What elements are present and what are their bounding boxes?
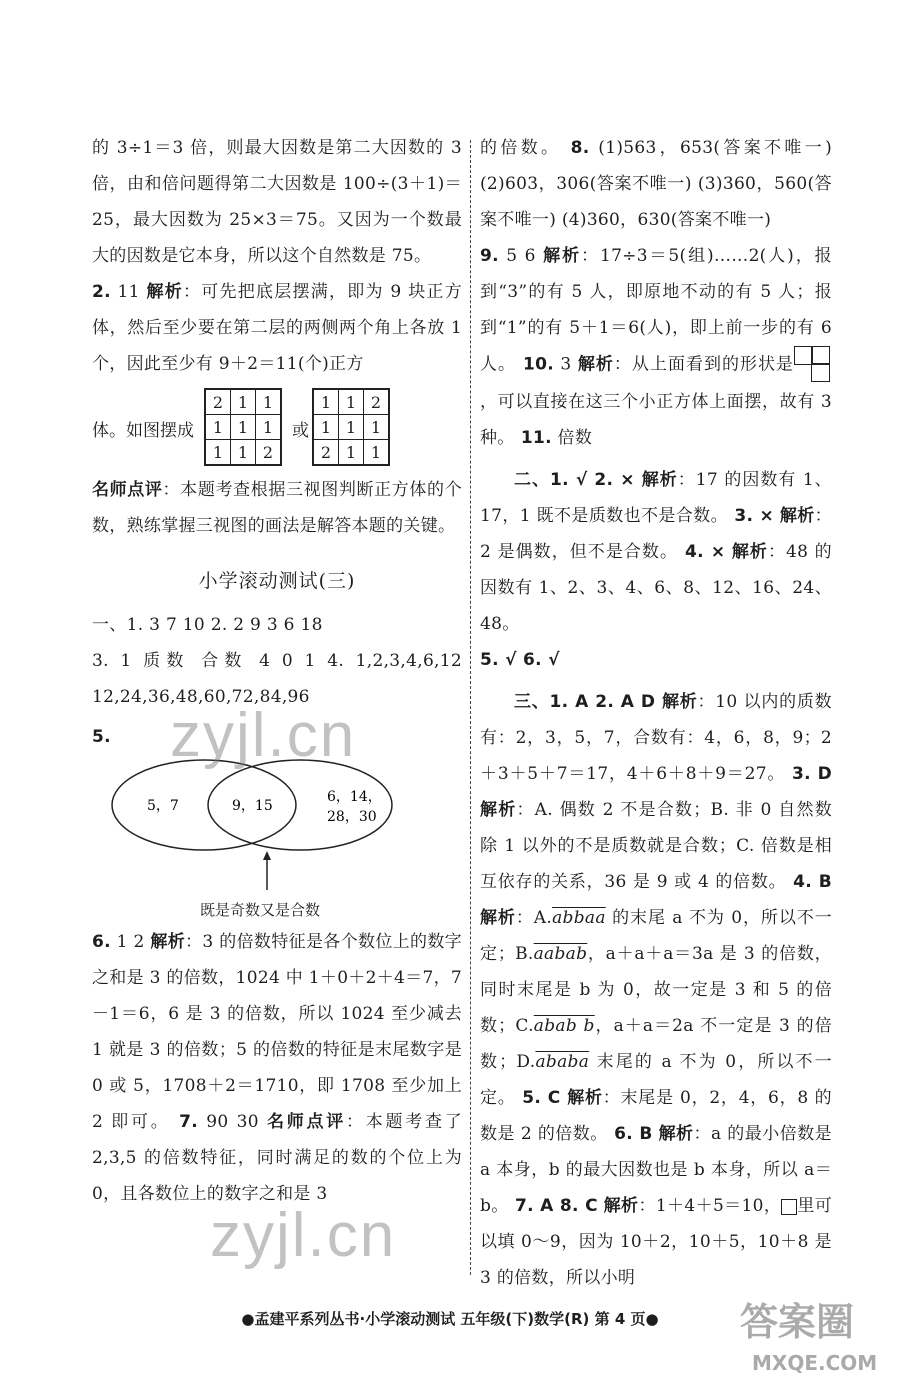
venn-arrow-head (263, 851, 271, 860)
grid-cell: 1 (205, 440, 231, 466)
left-paragraph-2 (92, 274, 462, 382)
analysis-text: ，a＋a＋a＝3a 是 3 的倍数，同时末尾是 b 为 0，故一定是 3 和 5 的倍数；C. (480, 944, 832, 1036)
section-3 (480, 684, 832, 1296)
watermark-bottom: zyjl.cn (210, 1201, 397, 1270)
section-2-answers: 二、1. √ 2. × (514, 470, 642, 490)
grid-cell: 2 (313, 440, 339, 466)
analysis-text: ：从上面看到的形状是 (613, 354, 794, 375)
analysis-text: 末尾的 a 不为 0，所以不一定。 (480, 1052, 832, 1108)
question-9-10 (480, 238, 832, 456)
section-1-answers: 一、1. 3 7 10 2. 2 9 3 6 18 (92, 615, 323, 635)
continuation-text: 的倍数。 (480, 138, 562, 158)
grid-cell: 1 (256, 389, 282, 415)
column-divider (470, 140, 471, 1275)
analysis-text: ：17÷3＝5(组)……2(人)，报到“3”的有 5 人，即原地不动的有 5 人；报到“1”的有 5＋1＝6(人)，即上前一步的有 6 人。 (480, 246, 832, 375)
grid-cell: 1 (231, 440, 256, 466)
grid-cell: 2 (256, 440, 282, 466)
left-column (92, 130, 462, 1212)
grid-cell: 2 (364, 389, 390, 415)
grid-table-1 (204, 388, 282, 466)
grid-row (205, 415, 281, 440)
analysis-label: 解析 (577, 354, 614, 375)
analysis-text: ：A. 偶数 2 不是合数；B. 非 0 自然数除 1 以外的不是质数就是合数；C. 倍数是相互依存的关系，36 是 9 或 4 的倍数。 (480, 800, 832, 892)
section-2-q5-6: 5. √ 6. √ (480, 650, 560, 670)
grid-row (313, 440, 389, 466)
comment-text: ：本题考查了 2,3,5 的倍数特征，同时满足的数的个位上为 0，且各数位上的数字之和是 3 (92, 1112, 462, 1204)
overlined-number: abbaa (552, 908, 606, 928)
answer: 3 (553, 354, 578, 375)
grid-cell: 1 (339, 389, 364, 415)
venn-left-values: 5，7 (147, 798, 179, 814)
analysis-text: 里可以填 0～9，因为 10＋2，10＋5，10＋8 是 3 的倍数，所以小明 (480, 1196, 832, 1288)
analysis-label: 解析 (567, 1088, 603, 1108)
overlined-number: ababa (535, 1052, 590, 1072)
watermark-top: zyjl.cn (170, 701, 357, 770)
question-number: 10. (516, 354, 554, 375)
grid-row (313, 415, 389, 440)
analysis-text: ，可以直接在这三个小正方体上面摆，故有 3 种。 (480, 392, 832, 448)
answer: (1)563，653(答案不唯一)(2)603，306(答案不唯一) (3)360，560(答案不唯一) (4)360，630(答案不唯一) (480, 138, 833, 230)
grid-row (313, 389, 389, 415)
answer: 11 (110, 282, 147, 302)
page-footer: ●孟建平系列丛书·小学滚动测试 五年级(下)数学(R) 第 4 页● (241, 1310, 659, 1328)
grid-cell: 2 (205, 389, 231, 415)
analysis-label: 解析 (543, 246, 582, 266)
grid-cell: 1 (313, 389, 339, 415)
answer-circle-logo (730, 1290, 890, 1385)
question-number: 3. D (785, 764, 832, 784)
analysis-label: 解析 (150, 932, 186, 952)
analysis-text: ：1＋4＋5＝10， (638, 1196, 782, 1216)
question-number: 6. (92, 932, 111, 952)
question-number: 2. (92, 282, 111, 302)
grid-cell: 1 (339, 440, 364, 466)
question-number: 3. × (728, 506, 775, 526)
question-number: 5. C (515, 1088, 568, 1108)
blank-box-icon (781, 1199, 797, 1215)
analysis-label: 解析 (480, 800, 517, 820)
question-number: 6. B (607, 1124, 653, 1144)
analysis-text: ：a 的最小倍数是 a 本身，b 的最大因数也是 b 本身，所以 a＝b。 (480, 1124, 832, 1216)
venn-right-values-2: 28，30 (327, 809, 377, 825)
venn-caption: 既是奇数又是合数 (200, 901, 321, 919)
grid-row (205, 389, 281, 415)
question-number: 9. (480, 246, 499, 266)
analysis-text: ：10 以内的质数有：2，3，5，7，合数有：4，6，8，9；2＋3＋5＋7＝17，4＋6＋8＋9＝27。 (480, 692, 832, 784)
section-2 (480, 462, 832, 642)
grid-prefix-text: 体。如图摆成 (92, 421, 194, 441)
answer: 1 2 (110, 932, 151, 952)
question-number: 7. (170, 1112, 199, 1132)
venn-middle-values: 9，15 (232, 798, 273, 814)
analysis-text: 的末尾 a 不为 0，所以不一定；B. (480, 908, 832, 964)
answer: 5 6 (498, 246, 544, 266)
venn-diagram (92, 755, 462, 905)
question-3-4-answers: 3. 1 质数 合数 4 0 1 4. 1,2,3,4,6,12 12,24,36,48,60,72,84,96 (92, 651, 462, 707)
analysis-text: ：A. (515, 908, 553, 928)
overlined-number: aabab (533, 944, 588, 964)
grid-row (205, 440, 281, 466)
grid-cell: 1 (339, 415, 364, 440)
grid-cell: 1 (205, 415, 231, 440)
question-5-number: 5. (92, 727, 111, 747)
analysis-label: 解析 (641, 470, 678, 490)
logo-text-url: MXQE.COM (752, 1351, 878, 1375)
question-8 (480, 130, 832, 238)
analysis-label: 解析 (661, 692, 698, 712)
analysis-label: 解析 (603, 1196, 639, 1216)
analysis-text: ：可先把底层摆满，即为 9 块正方体，然后至少要在第二层的两侧两个角上各放 1 个，因此至少有 9＋2＝11(个)正方 (92, 282, 463, 374)
section-3-answers: 三、1. A 2. A D (514, 692, 662, 712)
question-number: 11. (514, 428, 552, 448)
grid-cell: 1 (364, 440, 390, 466)
analysis-text: ：2 是偶数，但不是合数。 (480, 506, 832, 562)
question-number: 4. B (786, 872, 832, 892)
grid-cell: 1 (231, 389, 256, 415)
answer: 倍数 (551, 428, 593, 448)
left-paragraph-1: 的 3÷1＝3 倍，则最大因数是第二大因数的 3 倍，由和倍问题得第二大因数是 100÷(3＋1)＝25，最大因数为 25×3＝75。又因为一个数最大的因数是它本身，所以这个自然数是 75。 (92, 138, 462, 266)
comment-label: 名师点评 (92, 480, 163, 500)
grid-or-text: 或 (292, 421, 309, 441)
analysis-text: ：末尾是 0，2，4，6，8 的数是 2 的倍数。 (480, 1088, 832, 1144)
analysis-text: ：17 的因数有 1、17，1 既不是质数也不是合数。 (480, 470, 832, 526)
cube-grid-figures (92, 388, 462, 468)
grid-cell: 1 (256, 415, 282, 440)
analysis-label: 解析 (146, 282, 183, 302)
venn-right-values-1: 6，14， (327, 789, 382, 805)
grid-figure-1 (204, 388, 282, 466)
question-number: 7. A (508, 1196, 560, 1216)
teacher-comment (92, 472, 462, 544)
logo-text-main: 答案圈 (740, 1300, 855, 1344)
overlined-number: abab b (533, 1016, 595, 1036)
question-number: 8. (561, 138, 590, 158)
analysis-text: ：3 的倍数特征是各个数位上的数字之和是 3 的倍数，1024 中 1＋0＋2＋4＝7，7－1＝6，6 是 3 的倍数，所以 1024 至少减去 1 就是 3 的倍数；5 的倍数的特征是末尾数字是 0 或 5，1708＋2＝1710，即 1708 至少加上 2 即可。 (92, 932, 462, 1132)
right-column (480, 130, 832, 1296)
question-number: 8. C (559, 1196, 598, 1216)
analysis-label: 解析 (480, 908, 516, 928)
analysis-label: 解析 (779, 506, 815, 526)
comment-label: 名师点评 (266, 1112, 346, 1132)
grid-cell: 1 (364, 415, 390, 440)
analysis-label: 解析 (658, 1124, 694, 1144)
grid-cell: 1 (313, 415, 339, 440)
top-view-shape-icon (794, 346, 832, 384)
comment-text: ：本题考查根据三视图判断正方体的个数，熟练掌握三视图的画法是解答本题的关键。 (92, 480, 462, 536)
answer: 90 30 (198, 1112, 267, 1132)
analysis-label: 解析 (731, 542, 768, 562)
analysis-text: ：48 的因数有 1、2、3、4、6、8、12、16、24、48。 (480, 542, 832, 634)
analysis-text: ，a＋a＝2a 不一定是 3 的倍数；D. (480, 1016, 832, 1072)
question-6-7 (92, 924, 462, 1212)
section-title: 小学滚动测试(三) (198, 570, 356, 592)
grid-table-2 (312, 388, 390, 466)
grid-figure-2 (312, 388, 390, 466)
grid-cell: 1 (231, 415, 256, 440)
question-number: 4. × (678, 542, 726, 562)
